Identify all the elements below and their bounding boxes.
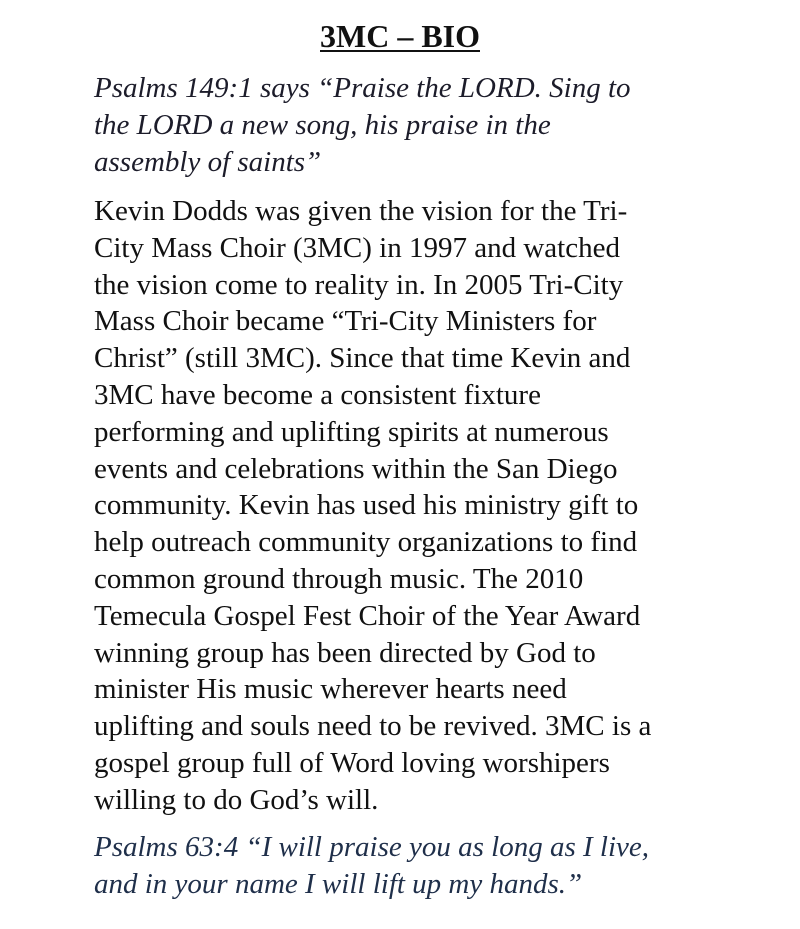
- closing-verse: [94, 829, 754, 903]
- opening-verse-line: Psalms 149:1 says “Praise the LORD. Sing to: [94, 72, 631, 104]
- opening-verse-line: the LORD a new song, his praise in the: [94, 109, 551, 141]
- bio-paragraph: [94, 193, 784, 819]
- bio-line: gospel group full of Word loving worshipers: [94, 746, 610, 779]
- bio-line: Christ” (still 3MC). Since that time Kevin and: [94, 342, 631, 375]
- closing-verse-line: Psalms 63:4 “I will praise you as long as I live,: [94, 831, 650, 863]
- opening-verse-line: assembly of saints”: [94, 146, 322, 178]
- bio-line: Mass Choir became “Tri-City Ministers for: [94, 305, 597, 338]
- bio-line: the vision come to reality in. In 2005 Tri-City: [94, 268, 624, 301]
- bio-line: performing and uplifting spirits at numerous: [94, 415, 609, 448]
- opening-verse: [94, 70, 734, 181]
- bio-line: Temecula Gospel Fest Choir of the Year Award: [94, 599, 641, 632]
- bio-line: winning group has been directed by God to: [94, 636, 596, 669]
- bio-line: Kevin Dodds was given the vision for the Tri-: [94, 195, 628, 227]
- page-title: 3MC – BIO: [320, 18, 480, 54]
- bio-line: common ground through music. The 2010: [94, 562, 584, 595]
- bio-line: City Mass Choir (3MC) in 1997 and watched: [94, 231, 620, 264]
- bio-line: uplifting and souls need to be revived. 3MC is a: [94, 710, 652, 743]
- bio-line: 3MC have become a consistent fixture: [94, 378, 541, 411]
- bio-line: community. Kevin has used his ministry gift to: [94, 489, 639, 522]
- bio-line: events and celebrations within the San Diego: [94, 452, 618, 485]
- bio-line: minister His music wherever hearts need: [94, 673, 567, 706]
- bio-line: help outreach community organizations to find: [94, 526, 638, 559]
- closing-verse-line: and in your name I will lift up my hands.”: [94, 868, 583, 900]
- bio-line: willing to do God’s will.: [94, 783, 379, 816]
